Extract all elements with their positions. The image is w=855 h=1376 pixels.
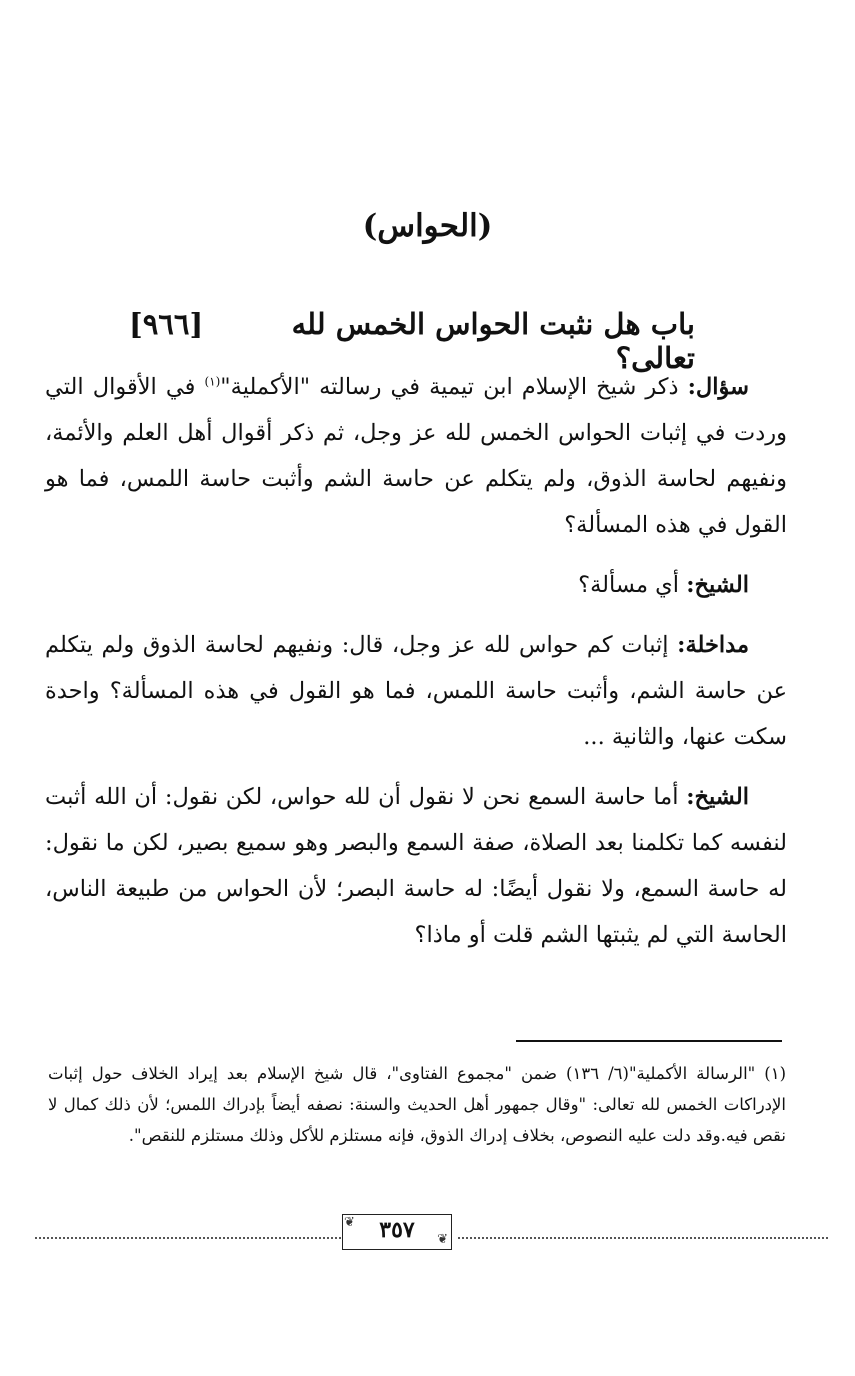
sheikh-speaker-1: الشيخ:: [686, 572, 749, 598]
dotted-rule-right: [458, 1237, 828, 1239]
ornament-top-left-icon: ❦: [344, 1215, 355, 1230]
chapter-title: باب هل نثبت الحواس الخمس لله تعالى؟: [291, 307, 695, 375]
sheikh-text-2: أما حاسة السمع نحن لا نقول أن لله حواس، لكن نقول: أن الله أثبت لنفسه كما تكلمنا بعد الصلاة، صفة السمع والبصر وهو سميع بصير، لكن ما نقول: له حاسة السمع، ولا نقول أيضًا: له حاسة البصر؛ لأن الحواس من طبيعة الناس، الحاسة التي لم يثبتها الشم قلت أو ماذا؟: [45, 784, 787, 948]
page-number: ٣٥٧: [379, 1217, 415, 1243]
sheikh-text-1: أي مسألة؟: [578, 572, 687, 598]
ornament-bottom-right-icon: ❦: [437, 1232, 448, 1247]
sheikh-speaker-2: الشيخ:: [686, 784, 749, 810]
footnote-reference[interactable]: (١): [204, 374, 221, 389]
question-paragraph: [45, 364, 787, 548]
intervention-text: إثبات كم حواس لله عز وجل، قال: ونفيهم لحاسة الذوق ولم يتكلم عن حاسة الشم، وأثبت حاسة اللمس، فما هو القول في هذه المسألة؟ واحدة سكت عنها، والثانية ...: [45, 632, 787, 750]
dotted-rule-left: [35, 1237, 341, 1239]
intervention-speaker: مداخلة:: [677, 632, 749, 658]
intervention-paragraph: [45, 622, 787, 760]
section-title: (الحواس): [362, 208, 493, 244]
sheikh-paragraph-2: [45, 774, 787, 958]
body-text: [45, 364, 787, 972]
chapter-number: [٩٦٦]: [129, 307, 204, 341]
footnote-divider: [516, 1040, 782, 1042]
question-speaker: سؤال:: [687, 374, 750, 400]
page-number-frame: [342, 1214, 454, 1252]
footnote-text: "الرسالة الأكملية"(٦/ ١٣٦) ضمن "مجموع الفتاوى"، قال شيخ الإسلام بعد إيراد الخلاف حول إثبات الإدراكات الخمس لله تعالى: "وقال جمهور أهل الحديث والسنة: نصفه أيضاً بإدراك اللمس؛ لأن ذلك كمال لا نقص فيه.وقد دلت عليه النصوص، بخلاف إدراك الذوق، فإنه مستلزم للأكل وذلك مستلزم للنقص".: [48, 1064, 786, 1145]
footnote-marker: (١): [764, 1064, 786, 1083]
question-text-part2: في الأقوال التي وردت في إثبات الحواس الخمس لله عز وجل، ثم ذكر أقوال أهل العلم والأئمة، ونفيهم لحاسة الذوق، ولم يتكلم عن حاسة الشم وأثبت حاسة اللمس، فما هو القول في هذه المسألة؟: [45, 374, 787, 538]
question-text-part1: ذكر شيخ الإسلام ابن تيمية في رسالته "الأكملية": [220, 374, 688, 400]
footnote-1: [48, 1058, 786, 1151]
footnotes: [48, 1058, 786, 1151]
sheikh-paragraph-1: [45, 562, 787, 608]
